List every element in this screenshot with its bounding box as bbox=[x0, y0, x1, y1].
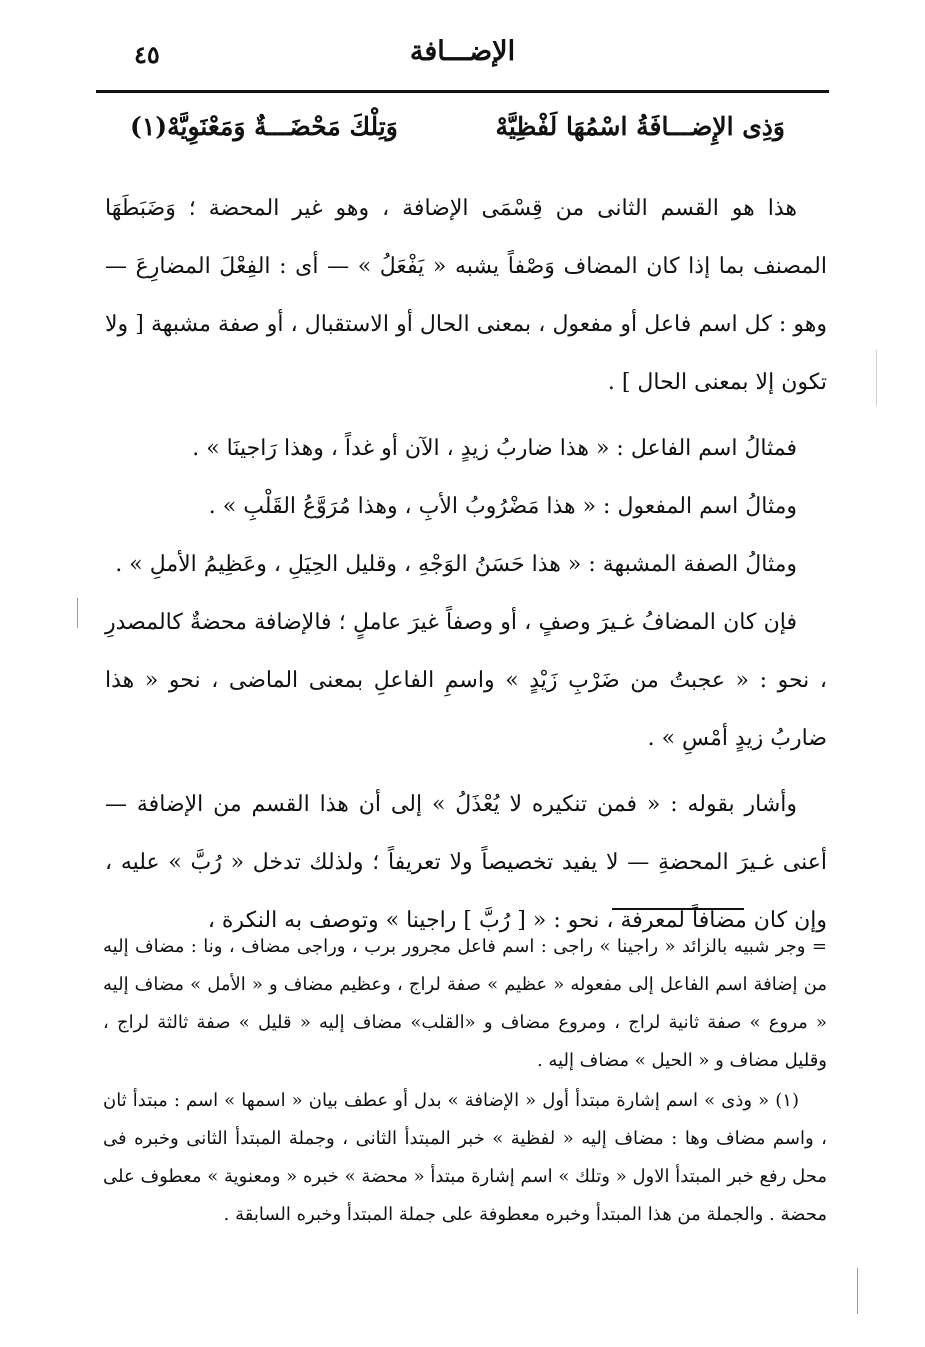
margin-mark bbox=[857, 1268, 858, 1314]
header-rule bbox=[96, 90, 829, 93]
example-adjective: ومثالُ الصفة المشبهة : « هذا حَسَنُ الوَجْهِ ، وقليل الحِيَلِ ، وعَظِيمُ الأملِ » . bbox=[115, 552, 797, 577]
footnote-separator bbox=[612, 908, 744, 910]
running-title: الإضـــافة bbox=[409, 36, 516, 67]
commentary-paragraph: فإن كان المضافُ غـيرَ وصفٍ ، أو وصفاً غيرَ عاملٍ ؛ فالإضافة محضةٌ كالمصدرِ ، نحو : « عجبتُ من ضَرْبِ زَيْدٍ » واسمِ الفاعلِ بمعنى الماضى ، نحو « هذا ضاربُ زيدٍ أمْسِ » . bbox=[105, 610, 827, 751]
verse-first-hemistich: وَذِى الإِضـــافَةُ اسْمُهَا لَفْظِيَّهْ bbox=[495, 112, 785, 141]
footnote-continued: = وجر شبيه بالزائد « راجينا » راجى : اسم فاعل مجرور برب ، وراجى مضاف ، ونا : مضاف إليه من إضافة اسم الفاعل إلى مفعوله « عظيم » صفة لراج ، وعظيم مضاف و « الأمل » مضاف إليه « مروع » صفة ثانية لراج ، ومروع مضاف و «القلب» مضاف إليه « قليل » صفة ثالثة لراج ، وقليل مضاف و « الحيل » مضاف إليه . bbox=[103, 936, 827, 1071]
commentary-paragraph: هذا هو القسم الثانى من قِسْمَى الإضافة ، وهو غير المحضة ؛ وَضَبَطَهَا المصنف بما إذا كان المضاف وَصْفاً يشبه « يَفْعَلُ » — أى : الفِعْلَ المضارِعَ — وهو : كل اسم فاعل أو مفعول ، بمعنى الحال أو الاستقبال ، أو صفة مشبهة [ ولا تكون إلا بمعنى الحال ] . bbox=[105, 196, 827, 395]
commentary-body bbox=[105, 180, 827, 950]
verse-line bbox=[130, 112, 785, 168]
footnote-1: (١) « وذى » اسم إشارة مبتدأ أول « الإضافة » بدل أو عطف بيان « اسمها » اسم : مبتدأ ثان ، واسم مضاف وها : مضاف إليه « لفظية » خبر المبتدأ الثانى ، وجملة المبتدأ الثانى وخبره فى محل رفع خبر المبتدأ الاول « وتلك » اسم إشارة مبتدأ « محضة » خبره « ومعنوية » معطوف على محضة . والجملة من هذا المبتدأ وخبره معطوفة على جملة المبتدأ وخبره السابقة . bbox=[103, 1090, 827, 1225]
example-passive-participle: ومثالُ اسم المفعول : « هذا مَضْرُوبُ الأبِ ، وهذا مُرَوَّعُ القَلْبِ » . bbox=[208, 494, 797, 519]
verse-second-hemistich: وَتِلْكَ مَحْضَـــةٌ وَمَعْنَوِيَّهْ(١) bbox=[130, 112, 398, 141]
page-header bbox=[98, 36, 827, 76]
page-number: ٤٥ bbox=[134, 40, 160, 69]
margin-mark bbox=[876, 350, 877, 406]
commentary-paragraph: وأشار بقوله : « فمن تنكيره لا يُعْذَلُ » إلى أن هذا القسم من الإضافة — أعنى غـيرَ المحضةِ — لا يفيد تخصيصاً ولا تعريفاً ؛ ولذلك تدخل « رُبَّ » عليه ، وإن كان مضافاً لمعرفة ، نحو : « [ رُبَّ ] راجينا » وتوصف به النكرة ، bbox=[105, 792, 827, 933]
example-active-participle: فمثالُ اسم الفاعل : « هذا ضاربُ زيدٍ ، الآن أو غداً ، وهذا رَاجينَا » . bbox=[192, 436, 797, 461]
margin-mark bbox=[77, 598, 78, 628]
footnotes bbox=[103, 928, 827, 1234]
